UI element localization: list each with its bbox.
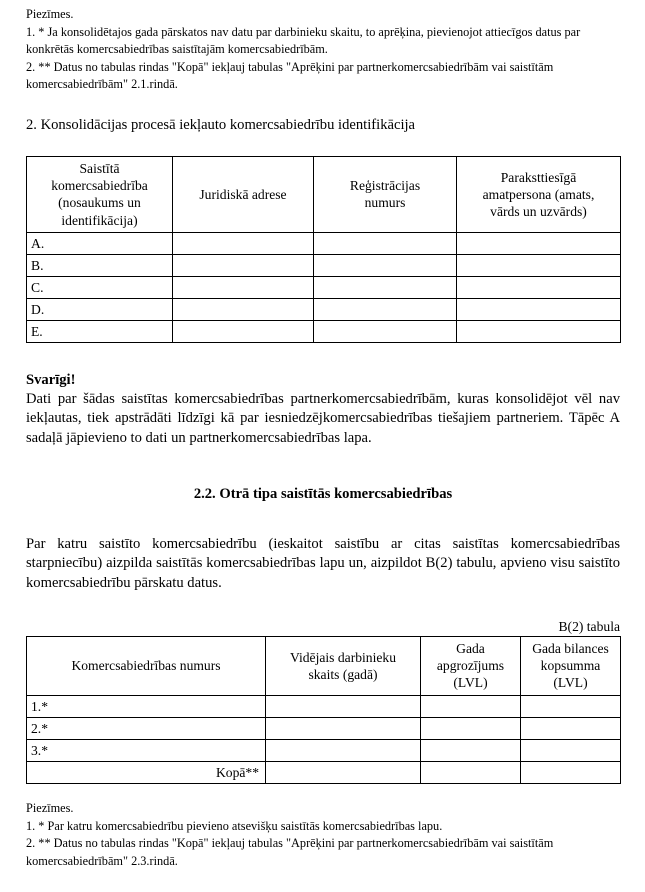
cell-juridiska-adrese-a[interactable] bbox=[173, 232, 314, 254]
row-label-d: D. bbox=[27, 298, 173, 320]
header-line: apgrozījums bbox=[436, 658, 505, 674]
header-line: skaits (gadā) bbox=[308, 666, 378, 682]
cell-paraksttiesiga-amatpersona-b[interactable] bbox=[457, 254, 621, 276]
cell-videjais-darbinieku-skaits-1[interactable] bbox=[266, 695, 421, 717]
header-line: Paraksttiesīgā bbox=[500, 169, 577, 185]
header-line: (LVL) bbox=[453, 675, 488, 691]
column-header-juridiska-adrese bbox=[173, 157, 314, 233]
cell-gada-bilances-kopsumma-total[interactable] bbox=[521, 761, 621, 783]
cell-registracijas-numurs-b[interactable] bbox=[314, 254, 457, 276]
cell-registracijas-numurs-d[interactable] bbox=[314, 298, 457, 320]
table-row bbox=[27, 320, 621, 342]
cell-gada-bilances-kopsumma-1[interactable] bbox=[521, 695, 621, 717]
header-line: amatpersona (amats, bbox=[482, 186, 595, 202]
row-label-b: B. bbox=[27, 254, 173, 276]
cell-paraksttiesiga-amatpersona-e[interactable] bbox=[457, 320, 621, 342]
cell-gada-apgrozijums-3[interactable] bbox=[421, 739, 521, 761]
table-row bbox=[27, 739, 621, 761]
identification-table-head bbox=[27, 157, 621, 233]
b2-table-wrapper bbox=[26, 636, 620, 784]
cell-registracijas-numurs-c[interactable] bbox=[314, 276, 457, 298]
row-label-total: Kopā** bbox=[27, 761, 266, 783]
row-label-c: C. bbox=[27, 276, 173, 298]
identification-table-body bbox=[27, 232, 621, 342]
notes-bottom-block bbox=[26, 800, 622, 870]
cell-paraksttiesiga-amatpersona-c[interactable] bbox=[457, 276, 621, 298]
header-line: (nosaukums un bbox=[58, 195, 141, 211]
header-line: vārds un uzvārds) bbox=[490, 204, 587, 219]
cell-gada-bilances-kopsumma-3[interactable] bbox=[521, 739, 621, 761]
header-line: Komercsabiedrības numurs bbox=[71, 658, 221, 674]
table-row bbox=[27, 254, 621, 276]
column-header-paraksttiesiga-amatpersona bbox=[457, 157, 621, 233]
row-label-3: 3.* bbox=[27, 739, 266, 761]
header-line: identifikācija) bbox=[61, 212, 138, 228]
column-header-saistita-komercsabiedriba bbox=[27, 157, 173, 233]
header-line: Gada bilances bbox=[532, 641, 609, 656]
notes-bottom-item-1: 1. * Par katru komercsabiedrību pievieno atsevišķu saistītās komercsabiedrības lapu. bbox=[26, 818, 443, 833]
header-line: numurs bbox=[364, 195, 406, 211]
notes-bottom-title: Piezīmes. bbox=[26, 801, 74, 815]
cell-juridiska-adrese-e[interactable] bbox=[173, 320, 314, 342]
notes-bottom-item-2: 2. ** Datus no tabulas rindas "Kopā" iekļauj tabulas "Aprēķini par partnerkomercsabiedrībām vai saistītām komercsabiedrībām" 2.3.rindā. bbox=[26, 836, 554, 868]
cell-videjais-darbinieku-skaits-3[interactable] bbox=[266, 739, 421, 761]
row-label-a: A. bbox=[27, 232, 173, 254]
cell-gada-apgrozijums-1[interactable] bbox=[421, 695, 521, 717]
column-header-gada-apgrozijums bbox=[421, 637, 521, 696]
section-2-heading: 2. Konsolidācijas procesā iekļauto komercsabiedrību identifikācija bbox=[26, 117, 416, 133]
header-line: komercsabiedrība bbox=[51, 178, 148, 194]
important-title: Svarīgi! bbox=[26, 372, 76, 388]
cell-videjais-darbinieku-skaits-total[interactable] bbox=[266, 761, 421, 783]
cell-juridiska-adrese-c[interactable] bbox=[173, 276, 314, 298]
section-2-2-heading: 2.2. Otrā tipa saistītās komercsabiedrības bbox=[193, 486, 453, 502]
header-line: Reģistrācijas bbox=[349, 178, 421, 194]
cell-gada-bilances-kopsumma-2[interactable] bbox=[521, 717, 621, 739]
cell-gada-apgrozijums-2[interactable] bbox=[421, 717, 521, 739]
cell-registracijas-numurs-a[interactable] bbox=[314, 232, 457, 254]
identification-table bbox=[26, 156, 621, 343]
table-header-row bbox=[27, 157, 621, 233]
important-text: Dati par šādas saistītas komercsabiedrības partnerkomercsabiedrībām, kuras konsolidējot vēl nav iekļautas, tiek apstrādāti līdzīgi kā par iesniedzējkomercsabiedrības tiešajiem partneriem. Tāpēc A sadaļā jāpievieno to dati un partnerkomercsabiedrības lapa. bbox=[26, 391, 620, 446]
cell-paraksttiesiga-amatpersona-a[interactable] bbox=[457, 232, 621, 254]
table-header-row bbox=[27, 637, 621, 696]
b2-table-caption: B(2) tabula bbox=[558, 619, 620, 634]
header-line: Gada bbox=[456, 641, 485, 656]
row-label-e: E. bbox=[27, 320, 173, 342]
cell-paraksttiesiga-amatpersona-d[interactable] bbox=[457, 298, 621, 320]
cell-juridiska-adrese-b[interactable] bbox=[173, 254, 314, 276]
header-line: Juridiskā adrese bbox=[199, 186, 287, 202]
b2-table-head bbox=[27, 637, 621, 696]
header-line: Vidējais darbinieku bbox=[289, 649, 396, 665]
important-block bbox=[26, 371, 620, 448]
cell-registracijas-numurs-e[interactable] bbox=[314, 320, 457, 342]
identification-table-wrapper bbox=[26, 156, 620, 343]
notes-top-title: Piezīmes. bbox=[26, 7, 74, 21]
b2-table bbox=[26, 636, 621, 784]
cell-gada-apgrozijums-total[interactable] bbox=[421, 761, 521, 783]
header-line: kopsumma bbox=[540, 658, 601, 674]
table-row bbox=[27, 232, 621, 254]
column-header-gada-bilances-kopsumma bbox=[521, 637, 621, 696]
cell-videjais-darbinieku-skaits-2[interactable] bbox=[266, 717, 421, 739]
table-row bbox=[27, 717, 621, 739]
table-row bbox=[27, 695, 621, 717]
column-header-videjais-darbinieku-skaits bbox=[266, 637, 421, 696]
row-label-2: 2.* bbox=[27, 717, 266, 739]
table-row bbox=[27, 276, 621, 298]
column-header-komercsabiedribas-numurs bbox=[27, 637, 266, 696]
row-label-1: 1.* bbox=[27, 695, 266, 717]
notes-top-item-1: 1. * Ja konsolidētajos gada pārskatos nav datu par darbinieku skaitu, to aprēķina, pievienojot attiecīgos datus par konkrētās komercsabiedrības saistītajām komercsabiedrībām. bbox=[26, 24, 581, 57]
column-header-registracijas-numurs bbox=[314, 157, 457, 233]
header-line: Saistītā bbox=[79, 161, 120, 176]
notes-top-item-2: 2. ** Datus no tabulas rindas "Kopā" iekļauj tabulas "Aprēķini par partnerkomercsabiedrībām vai saistītām komercsabiedrībām" 2.1.rindā. bbox=[26, 59, 554, 92]
section-2-2-paragraph: Par katru saistīto komercsabiedrību (ieskaitot saistību ar citas saistītas komercsabiedrības starpniecību) aizpilda saistītās komercsabiedrības lapu un, aizpildot B(2) tabulu, apvieno visu saistīto komercsabiedrību pārskatu datus. bbox=[26, 536, 620, 591]
notes-top-block bbox=[26, 6, 622, 94]
header-line: (LVL) bbox=[553, 675, 588, 691]
cell-juridiska-adrese-d[interactable] bbox=[173, 298, 314, 320]
table-row bbox=[27, 298, 621, 320]
b2-table-body bbox=[27, 695, 621, 783]
table-total-row bbox=[27, 761, 621, 783]
